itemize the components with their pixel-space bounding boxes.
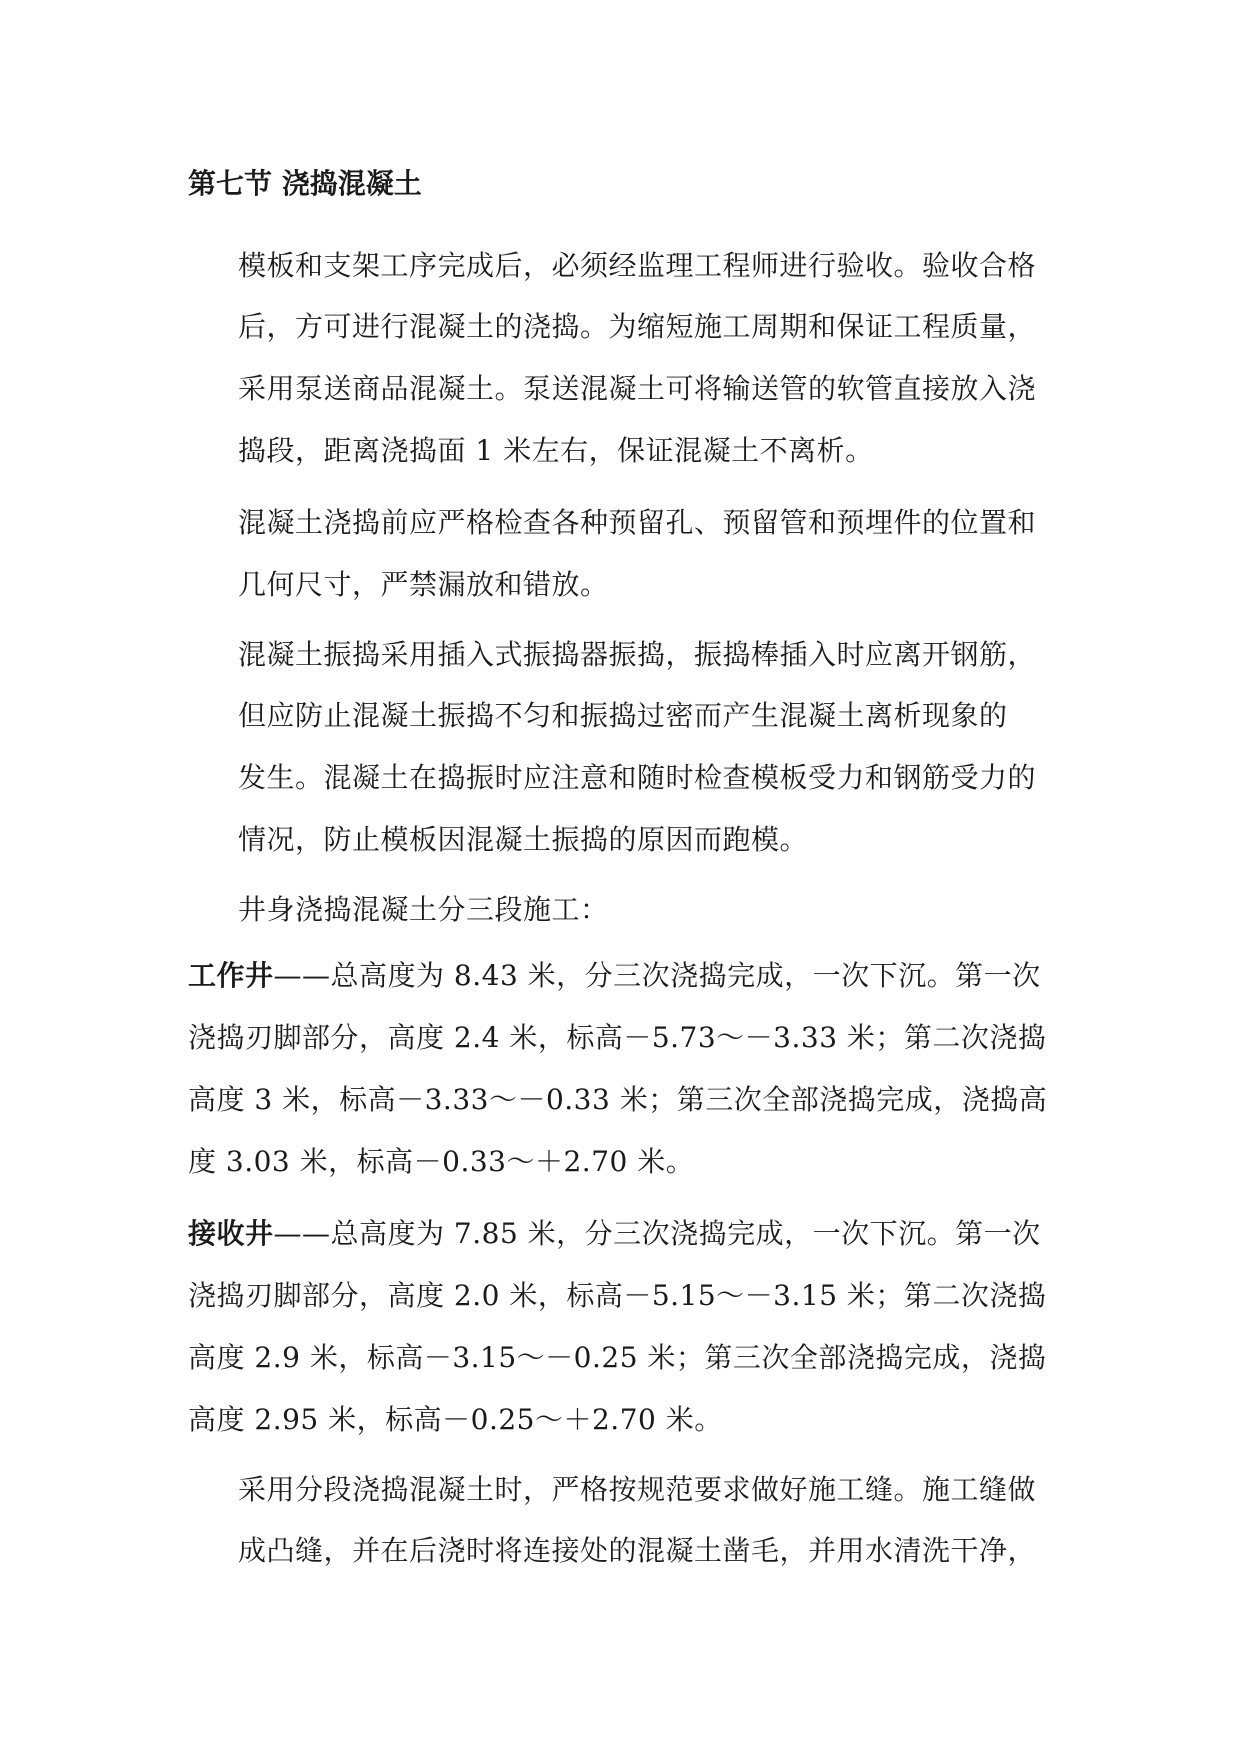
paragraph-line: 后，方可进行混凝土的浇捣。为缩短施工周期和保证工程质量， [238,310,1037,343]
paragraph-line: 几何尺寸，严禁漏放和错放。 [238,568,609,601]
line-text: ——总高度为 7.85 米，分三次浇捣完成，一次下沉。第一次 [273,1217,1041,1250]
paragraph-line: 但应防止混凝土振捣不匀和振捣过密而产生混凝土离析现象的 [238,699,1008,732]
paragraph-line [188,958,1041,994]
paragraph-line: 浇捣刃脚部分，高度 2.0 米，标高－5.15～－3.15 米；第二次浇捣 [188,1279,1047,1312]
paragraph-line: 模板和支架工序完成后，必须经监理工程师进行验收。验收合格 [238,249,1037,282]
well-label-working: 工作井 [188,959,274,992]
paragraph-line: 高度 3 米，标高－3.33～－0.33 米；第三次全部浇捣完成，浇捣高 [188,1083,1048,1116]
paragraph-line: 高度 2.9 米，标高－3.15～－0.25 米；第三次全部浇捣完成，浇捣 [188,1341,1047,1374]
paragraph-line: 浇捣刃脚部分，高度 2.4 米，标高－5.73～－3.33 米；第二次浇捣 [188,1021,1047,1054]
paragraph-line: 采用分段浇捣混凝土时，严格按规范要求做好施工缝。施工缝做 [238,1473,1037,1506]
paragraph-line [188,1216,1041,1252]
paragraph-line: 混凝土浇捣前应严格检查各种预留孔、预留管和预埋件的位置和 [238,506,1037,539]
paragraph-line: 发生。混凝土在捣振时应注意和随时检查模板受力和钢筋受力的 [238,761,1037,794]
paragraph-line: 井身浇捣混凝土分三段施工： [238,893,609,926]
well-label-receiving: 接收井 [188,1217,274,1250]
paragraph-line: 情况，防止模板因混凝土振捣的原因而跑模。 [238,823,809,856]
paragraph-line: 捣段，距离浇捣面 1 米左右，保证混凝土不离析。 [238,434,874,467]
paragraph-line: 高度 2.95 米，标高－0.25～＋2.70 米。 [188,1403,723,1436]
paragraph-line: 成凸缝，并在后浇时将连接处的混凝土凿毛，并用水清洗干净， [238,1534,1037,1567]
paragraph-line: 混凝土振捣采用插入式振捣器振捣，振捣棒插入时应离开钢筋， [238,638,1037,671]
line-text: ——总高度为 8.43 米，分三次浇捣完成，一次下沉。第一次 [273,959,1041,992]
section-heading: 第七节 浇捣混凝土 [188,167,422,200]
paragraph-line: 采用泵送商品混凝土。泵送混凝土可将输送管的软管直接放入浇 [238,372,1037,405]
paragraph-line: 度 3.03 米，标高－0.33～＋2.70 米。 [188,1145,695,1178]
